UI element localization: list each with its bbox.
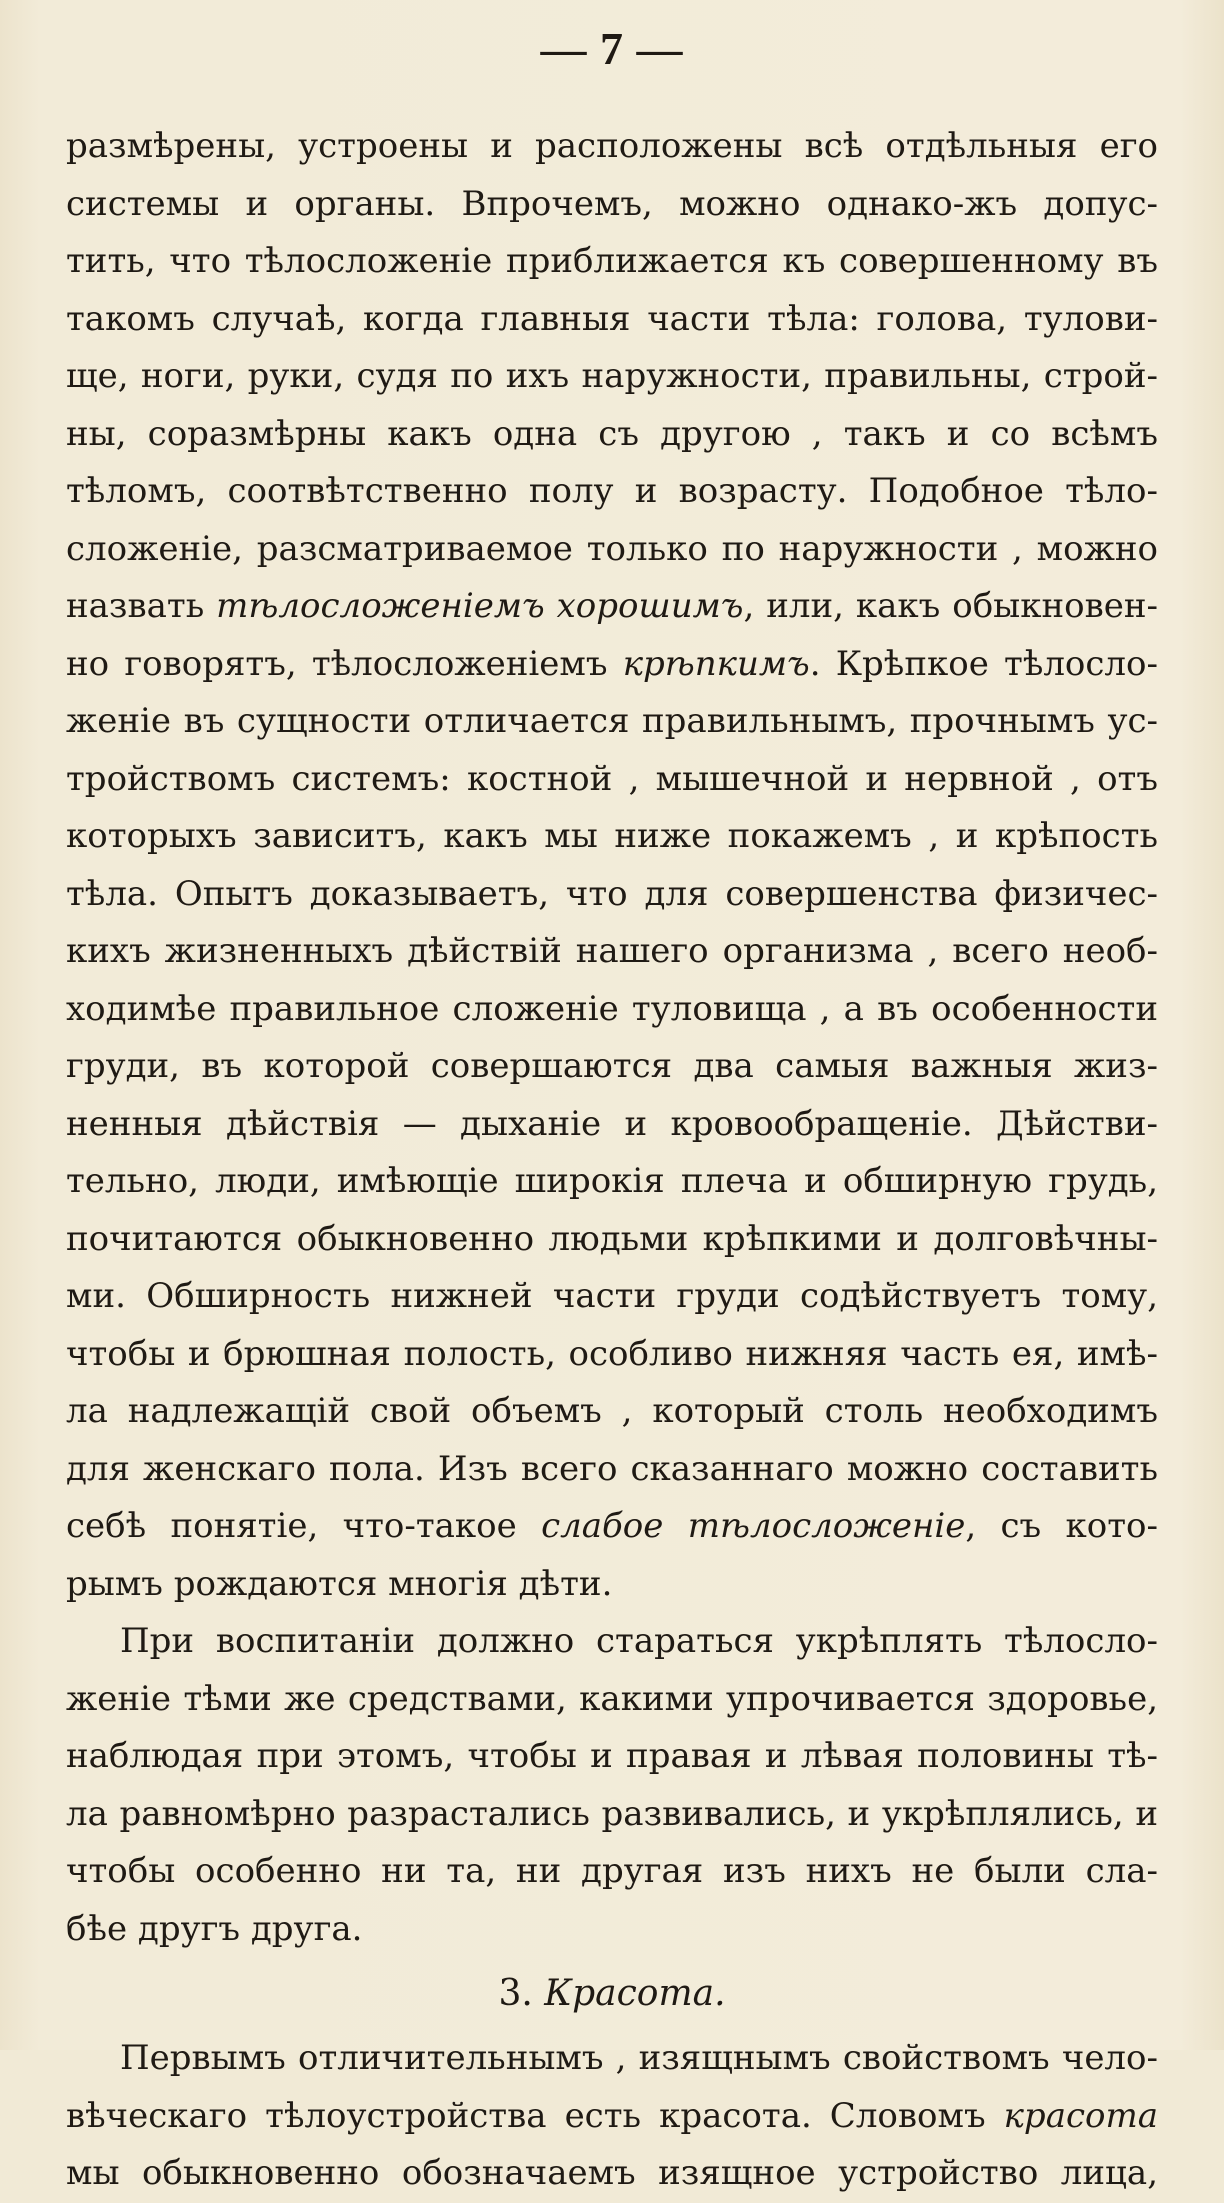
text-line: женіе тѣми же средствами, какими упрочивается здоровье, xyxy=(66,1678,1158,1719)
text-line: тѣломъ, соотвѣтственно полу и возрасту. Подобное тѣло- xyxy=(66,471,1158,511)
text-line: размѣрены, устроены и расположены всѣ отдѣльныя его xyxy=(66,126,1158,166)
page-number: — 7 — xyxy=(540,23,684,74)
section-title: Красота. xyxy=(544,1973,726,2014)
italic-term: слабое тѣлосложеніе xyxy=(541,1506,966,1546)
text-line: ны, соразмѣрны какъ одна съ другою , такъ и со всѣмъ xyxy=(66,413,1158,454)
text-line: ненныя дѣйствія — дыханіе и кровообращеніе. Дѣйстви- xyxy=(66,1103,1158,1144)
text-line: бѣе другъ друга. xyxy=(66,1908,363,1949)
text-line xyxy=(66,1498,1158,1556)
italic-term: тѣлосложеніемъ хорошимъ xyxy=(216,586,744,626)
text-line: системы и органы. Впрочемъ, можно однако-жъ допус- xyxy=(66,183,1158,224)
text-line: наблюдая при этомъ, чтобы и правая и лѣвая половины тѣ- xyxy=(66,1736,1158,1776)
text-line: тройствомъ системъ: костной , мышечной и нервной , отъ xyxy=(66,758,1158,799)
text-line: Первымъ отличительнымъ , изящнымъ свойствомъ чело- xyxy=(120,2038,1158,2078)
text-line: тить, что тѣлосложеніе приближается къ совершенному въ xyxy=(66,241,1158,281)
text-line: для женскаго пола. Изъ всего сказаннаго можно составить xyxy=(66,1448,1158,1489)
text-line: которыхъ зависитъ, какъ мы ниже покажемъ , и крѣпость xyxy=(66,816,1158,856)
text-line: мы обыкновенно обозначаемъ изящное устройство лица, xyxy=(66,2153,1158,2193)
text-line: груди, въ которой совершаются два самыя важныя жиз- xyxy=(66,1046,1158,1086)
text-line: сложеніе, разсматриваемое только по наружности , можно xyxy=(66,528,1158,569)
text-line: ла равномѣрно разрастались развивались, и укрѣплялись, и xyxy=(66,1793,1158,1834)
text-line: рымъ рождаются многія дѣти. xyxy=(66,1563,613,1604)
section-heading xyxy=(66,1958,1158,2030)
text-line: тельно, люди, имѣющіе широкія плеча и обширную грудь, xyxy=(66,1161,1158,1201)
text-segment: . Крѣпкое тѣлосло- xyxy=(809,643,1158,684)
section-number: 3. xyxy=(498,1973,545,2014)
text-segment: вѣческаго тѣлоустройства есть красота. Словомъ xyxy=(66,2095,1004,2136)
text-line: чтобы и брюшная полость, особливо нижняя часть ея, имѣ- xyxy=(66,1333,1158,1374)
text-line: почитаются обыкновенно людьми крѣпкими и долговѣчны- xyxy=(66,1218,1158,1259)
text-segment: , или, какъ обыкновен- xyxy=(743,586,1158,626)
text-line: ла надлежащій свой объемъ , который столь необходимъ xyxy=(66,1391,1158,1431)
text-line: тѣла. Опытъ доказываетъ, что для совершенства физичес- xyxy=(66,873,1158,914)
italic-term: красота xyxy=(1003,2095,1158,2136)
text-line xyxy=(66,636,1158,694)
italic-term: крѣпкимъ xyxy=(622,643,810,684)
text-line: ходимѣе правильное сложеніе туловища , а въ особенности xyxy=(66,988,1158,1029)
body-text xyxy=(66,118,1158,2203)
text-line: кихъ жизненныхъ дѣйствій нашего организма , всего необ- xyxy=(66,931,1158,971)
text-line xyxy=(66,578,1158,636)
text-segment: назвать xyxy=(66,586,217,626)
text-line: ми. Обширность нижней части груди содѣйствуетъ тому, xyxy=(66,1276,1158,1316)
text-segment: , съ кото- xyxy=(965,1506,1158,1546)
text-line: При воспитаніи должно стараться укрѣплять тѣлосло- xyxy=(120,1621,1158,1661)
text-line: чтобы особенно ни та, ни другая изъ нихъ не были сла- xyxy=(66,1851,1158,1891)
text-line: такомъ случаѣ, когда главныя части тѣла: голова, тулови- xyxy=(66,298,1158,339)
text-segment: но говорятъ, тѣлосложеніемъ xyxy=(66,643,623,684)
text-segment: себѣ понятіе, что-такое xyxy=(66,1506,542,1546)
text-line: ще, ноги, руки, судя по ихъ наружности, правильны, строй- xyxy=(66,356,1158,396)
text-line xyxy=(66,2088,1158,2146)
text-line: женіе въ сущности отличается правильнымъ, прочнымъ ус- xyxy=(66,701,1158,741)
